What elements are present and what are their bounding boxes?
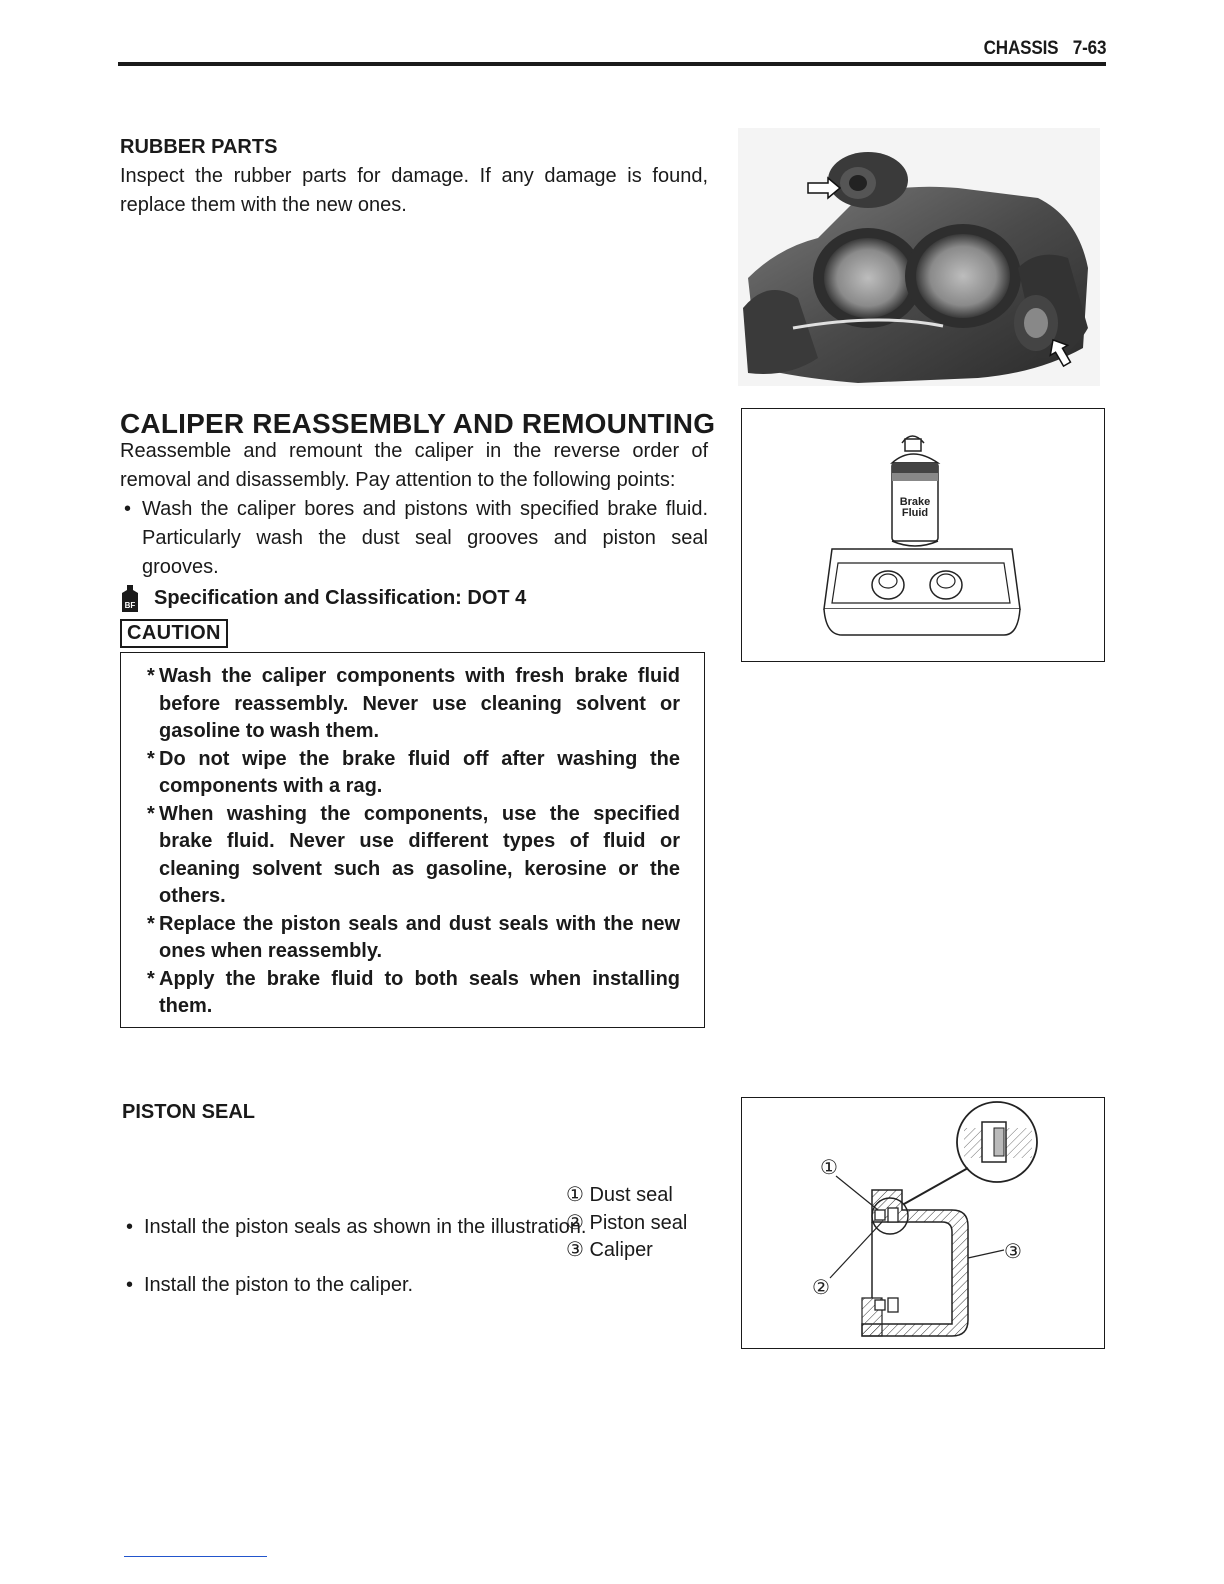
caution-item: * Do not wipe the brake fluid off after washing the components with a rag.: [147, 746, 680, 801]
section-title: CHASSIS: [983, 38, 1059, 59]
parts-legend: [566, 1182, 687, 1265]
caution-item: * When washing the components, use the specified brake fluid. Never use different types of fluid or cleaning solvent such as gasoline, kerosine or the others.: [147, 801, 680, 911]
piston-seal-illustration: [742, 1098, 1103, 1347]
caution-item: * Replace the piston seals and dust seals with the new ones when reassembly.: [147, 911, 680, 966]
caution-box: [120, 652, 705, 1028]
legend-dust-seal: ① Dust seal: [566, 1184, 673, 1206]
caliper-reassembly-intro: Reassemble and remount the caliper in the reverse order of removal and disassembly. Pay attention to the following points:: [120, 440, 708, 491]
bf-icon-text: BF: [124, 601, 136, 610]
spec-line: [120, 585, 526, 612]
spec-text: Specification and Classification: DOT 4: [154, 587, 527, 609]
can-label-line1: Brake: [899, 496, 931, 508]
piston-seal-figure: [741, 1097, 1105, 1349]
can-label-line2: Fluid: [901, 507, 929, 519]
footer-rule: [124, 1556, 267, 1557]
caution-item: * Apply the brake fluid to both seals when installing them.: [147, 966, 680, 1021]
caliper-photo: [738, 128, 1100, 386]
caution-item: * Wash the caliper components with fresh brake fluid before reassembly. Never use cleaning solvent or gasoline to wash them.: [147, 663, 680, 746]
brake-fluid-icon: [120, 585, 140, 612]
piston-seal-bullet: • Install the piston to the caliper.: [122, 1271, 708, 1300]
callout-3: ③: [1004, 1239, 1022, 1263]
page-number: 7-63: [1072, 38, 1106, 59]
page-header: [969, 38, 1106, 60]
callout-2: ②: [812, 1275, 830, 1299]
legend-piston-seal: ② Piston seal: [566, 1211, 688, 1234]
rubber-parts-text: Inspect the rubber parts for damage. If any damage is found, replace them with the new ones.: [120, 165, 708, 216]
brake-fluid-figure: [741, 408, 1105, 662]
piston-seal-heading: PISTON SEAL: [122, 1101, 255, 1123]
legend-caliper: ③ Caliper: [566, 1239, 653, 1261]
rubber-parts-heading: RUBBER PARTS: [120, 136, 278, 158]
wash-bullet: • Wash the caliper bores and pistons with specified brake fluid. Particularly wash the dust seal grooves and piston seal grooves.: [120, 495, 708, 582]
brake-fluid-illustration: [742, 409, 1103, 660]
caution-label: CAUTION: [120, 619, 228, 648]
caliper-reassembly-heading: CALIPER REASSEMBLY AND REMOUNTING: [120, 408, 716, 439]
header-rule: [118, 62, 1106, 66]
callout-1: ①: [820, 1155, 838, 1179]
piston-seal-bullet: • Install the piston seals as shown in the illustration.: [122, 1213, 708, 1242]
